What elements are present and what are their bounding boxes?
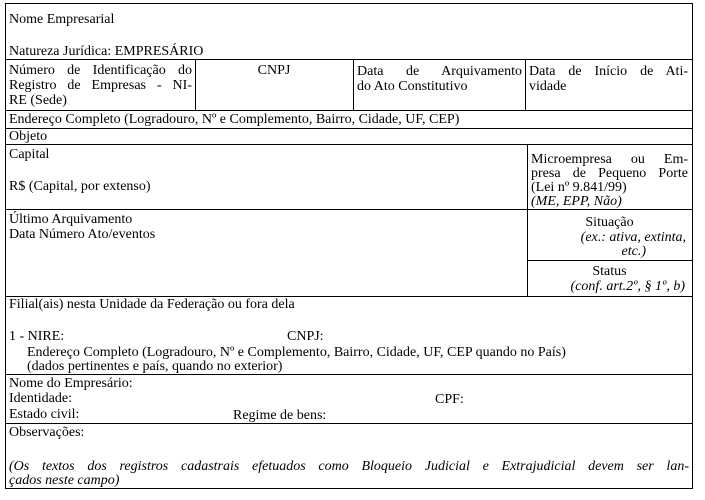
- data-inicio-label-line-2: vidade: [529, 79, 567, 94]
- observacoes-label: Observações:: [9, 425, 85, 440]
- regime-bens-label: Regime de bens:: [233, 408, 327, 423]
- rule: [6, 128, 692, 129]
- objeto-label: Objeto: [9, 129, 48, 144]
- data-numero-ato-label: Data Número Ato/eventos: [9, 227, 156, 242]
- rule: [525, 59, 526, 110]
- status-reference: (conf. art.2º, § 1º, b): [570, 279, 685, 294]
- status-label: Status: [592, 264, 627, 279]
- cnpj-label: CNPJ: [257, 63, 291, 78]
- rule: [6, 59, 692, 60]
- nome-empresarial-label: Nome Empresarial: [9, 12, 115, 27]
- data-arquivamento-label-line-2: do Ato Constitutivo: [357, 79, 468, 94]
- situacao-label: Situação: [585, 215, 634, 230]
- filial-endereco-label-line-2: (dados pertinentes e país, quando no exterior): [27, 359, 283, 374]
- capital-label: Capital: [9, 147, 50, 162]
- rule: [6, 209, 692, 210]
- filiais-label: Filial(ais) nesta Unidade da Federação ou fora dela: [9, 297, 295, 312]
- natureza-juridica-label: Natureza Jurídica: EMPRESÁRIO: [9, 44, 204, 59]
- rule: [6, 110, 692, 111]
- nire-label-line-1: Número de Identificação do: [9, 63, 192, 78]
- company-registration-form: [5, 3, 693, 489]
- rule: [6, 144, 692, 145]
- filial-nire-label: 1 - NIRE:: [9, 329, 65, 344]
- data-arquivamento-label-line-1: Data de Arquivamento: [357, 64, 522, 79]
- estado-civil-label: Estado civil:: [9, 407, 80, 422]
- data-inicio-label-line-1: Data de Início de Ati-: [529, 64, 688, 79]
- observacoes-note-line-1: (Os textos dos registros cadastrais efetuados como Bloqueio Judicial e Extrajudicial devem ser lan-: [9, 459, 689, 474]
- filial-cnpj-label: CNPJ:: [287, 329, 324, 344]
- nire-label-line-3: RE (Sede): [9, 93, 67, 108]
- observacoes-note-line-2: çados neste campo): [9, 473, 120, 488]
- cpf-label: CPF:: [435, 392, 464, 407]
- microempresa-label-line-2: presa de Pequeno Porte: [531, 166, 688, 181]
- capital-extenso-label: R$ (Capital, por extenso): [9, 179, 151, 194]
- filial-endereco-label-line-1: Endereço Completo (Logradouro, Nº e Complemento, Bairro, Cidade, UF, CEP quando no País): [27, 345, 566, 360]
- identidade-label: Identidade:: [9, 391, 72, 406]
- rule: [6, 423, 692, 424]
- microempresa-label-line-3: (Lei nº 9.841/99): [531, 180, 627, 195]
- endereco-label: Endereço Completo (Logradouro, Nº e Complemento, Bairro, Cidade, UF, CEP): [9, 112, 460, 127]
- nome-empresario-label: Nome do Empresário:: [9, 376, 133, 391]
- rule: [527, 260, 692, 261]
- microempresa-options: (ME, EPP, Não): [531, 194, 622, 209]
- rule: [195, 59, 196, 110]
- microempresa-label-line-1: Microempresa ou Em-: [531, 152, 688, 167]
- rule: [6, 374, 692, 375]
- rule: [353, 59, 354, 110]
- situacao-examples-line-1: (ex.: ativa, extinta,: [580, 230, 686, 245]
- nire-label-line-2: Registro de Empresas - NI-: [9, 78, 192, 93]
- ultimo-arquivamento-label: Último Arquivamento: [9, 212, 133, 227]
- situacao-examples-line-2: etc.): [621, 244, 646, 259]
